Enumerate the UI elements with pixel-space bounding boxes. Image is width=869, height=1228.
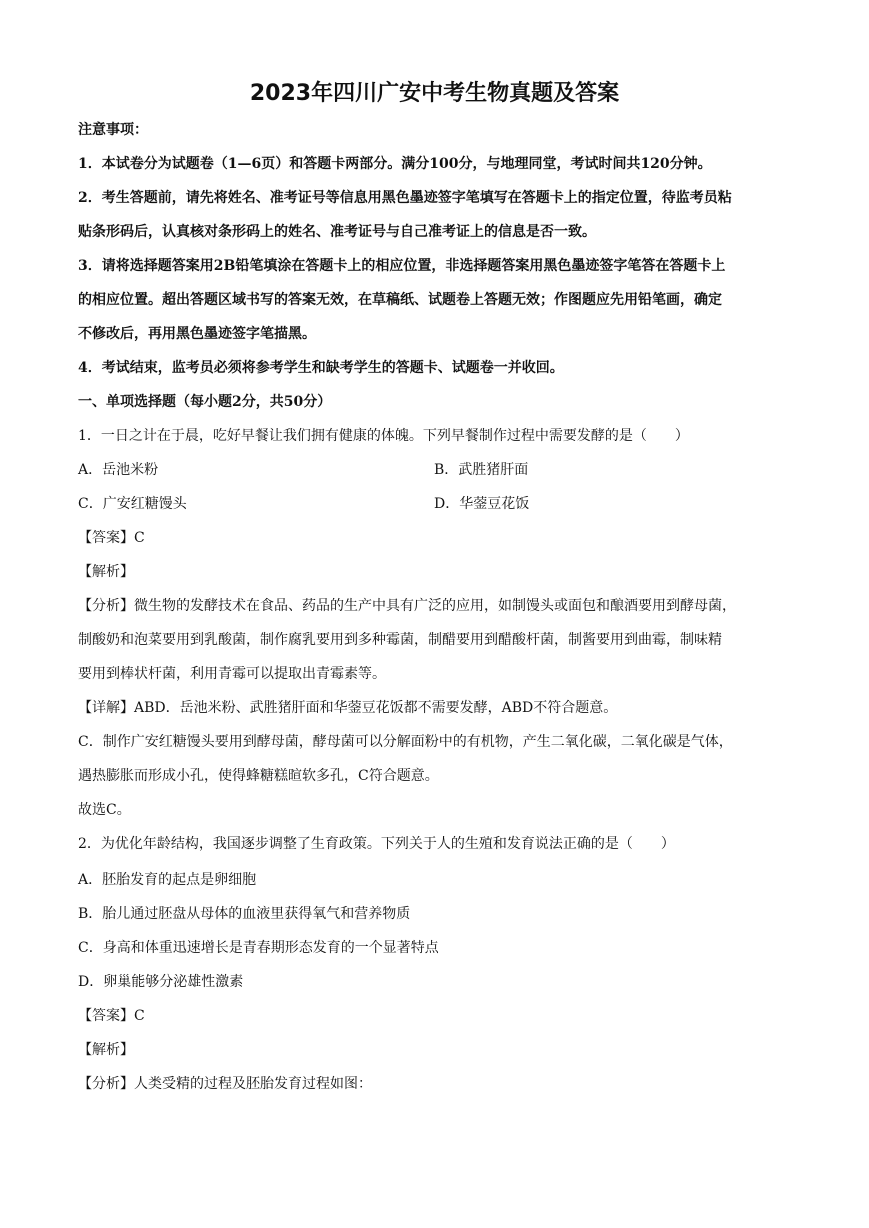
option-b: B．胎儿通过胚盘从母体的血液里获得氧气和营养物质 (78, 906, 411, 922)
explanation-heading: 【解析】 (78, 564, 134, 580)
notice-line: 3．请将选择题答案用2B铅笔填涂在答题卡上的相应位置，非选择题答案用黑色墨迹签字笔答在答题卡上 (78, 258, 726, 274)
answer-line: 【答案】C (78, 1008, 145, 1024)
option-a: A．胚胎发育的起点是卵细胞 (78, 872, 257, 888)
detail-line: 【详解】ABD．岳池米粉、武胜猪肝面和华蓥豆花饭都不需要发酵，ABD不符合题意。 (78, 700, 618, 716)
notice-heading: 注意事项： (78, 122, 148, 138)
detail-line: 遇热膨胀而形成小孔，使得蜂糖糕暄软多孔，C符合题意。 (78, 768, 439, 784)
analysis-line: 【分析】人类受精的过程及胚胎发育过程如图： (78, 1076, 372, 1092)
analysis-line: 要用到棒状杆菌，利用青霉可以提取出青霉素等。 (78, 666, 386, 682)
analysis-line: 制酸奶和泡菜要用到乳酸菌，制作腐乳要用到多种霉菌，制醋要用到醋酸杆菌，制酱要用到曲霉，制味精 (78, 632, 722, 648)
detail-line: C．制作广安红糖馒头要用到酵母菌，酵母菌可以分解面粉中的有机物，产生二氧化碳，二氧化碳是气体， (78, 734, 733, 750)
notice-line: 贴条形码后，认真核对条形码上的姓名、准考证号与自己准考证上的信息是否一致。 (78, 224, 596, 240)
section-heading: 一、单项选择题（每小题2分，共50分） (78, 394, 332, 410)
page-title: 2023年四川广安中考生物真题及答案 (249, 81, 620, 106)
notice-line: 4．考试结束，监考员必须将参考学生和缺考学生的答题卡、试题卷一并收回。 (78, 360, 564, 376)
option-d: D．卵巢能够分泌雄性激素 (78, 974, 244, 990)
question-stem: 2．为优化年龄结构，我国逐步调整了生育政策。下列关于人的生殖和发育说法正确的是（ ） (78, 836, 675, 852)
notice-line: 1．本试卷分为试题卷（1—6页）和答题卡两部分。满分100分，与地理同堂，考试时间共120分钟。 (78, 156, 712, 172)
option-d: D．华蓥豆花饭 (434, 496, 530, 512)
option-b: B．武胜猪肝面 (434, 462, 529, 478)
analysis-line: 【分析】微生物的发酵技术在食品、药品的生产中具有广泛的应用，如制馒头或面包和酿酒要用到酵母菌， (78, 598, 736, 614)
detail-line: 故选C。 (78, 802, 131, 818)
option-c: C．广安红糖馒头 (78, 496, 187, 512)
notice-line: 2．考生答题前，请先将姓名、准考证号等信息用黑色墨迹签字笔填写在答题卡上的指定位置，待监考员粘 (78, 190, 732, 206)
option-c: C．身高和体重迅速增长是青春期形态发育的一个显著特点 (78, 940, 439, 956)
notice-line: 的相应位置。超出答题区域书写的答案无效，在草稿纸、试题卷上答题无效；作图题应先用铅笔画，确定 (78, 292, 722, 308)
question-stem: 1．一日之计在于晨，吃好早餐让我们拥有健康的体魄。下列早餐制作过程中需要发酵的是（ ） (78, 428, 689, 444)
option-a: A．岳池米粉 (78, 462, 159, 478)
explanation-heading: 【解析】 (78, 1042, 134, 1058)
answer-line: 【答案】C (78, 530, 145, 546)
notice-line: 不修改后，再用黑色墨迹签字笔描黑。 (78, 326, 316, 342)
